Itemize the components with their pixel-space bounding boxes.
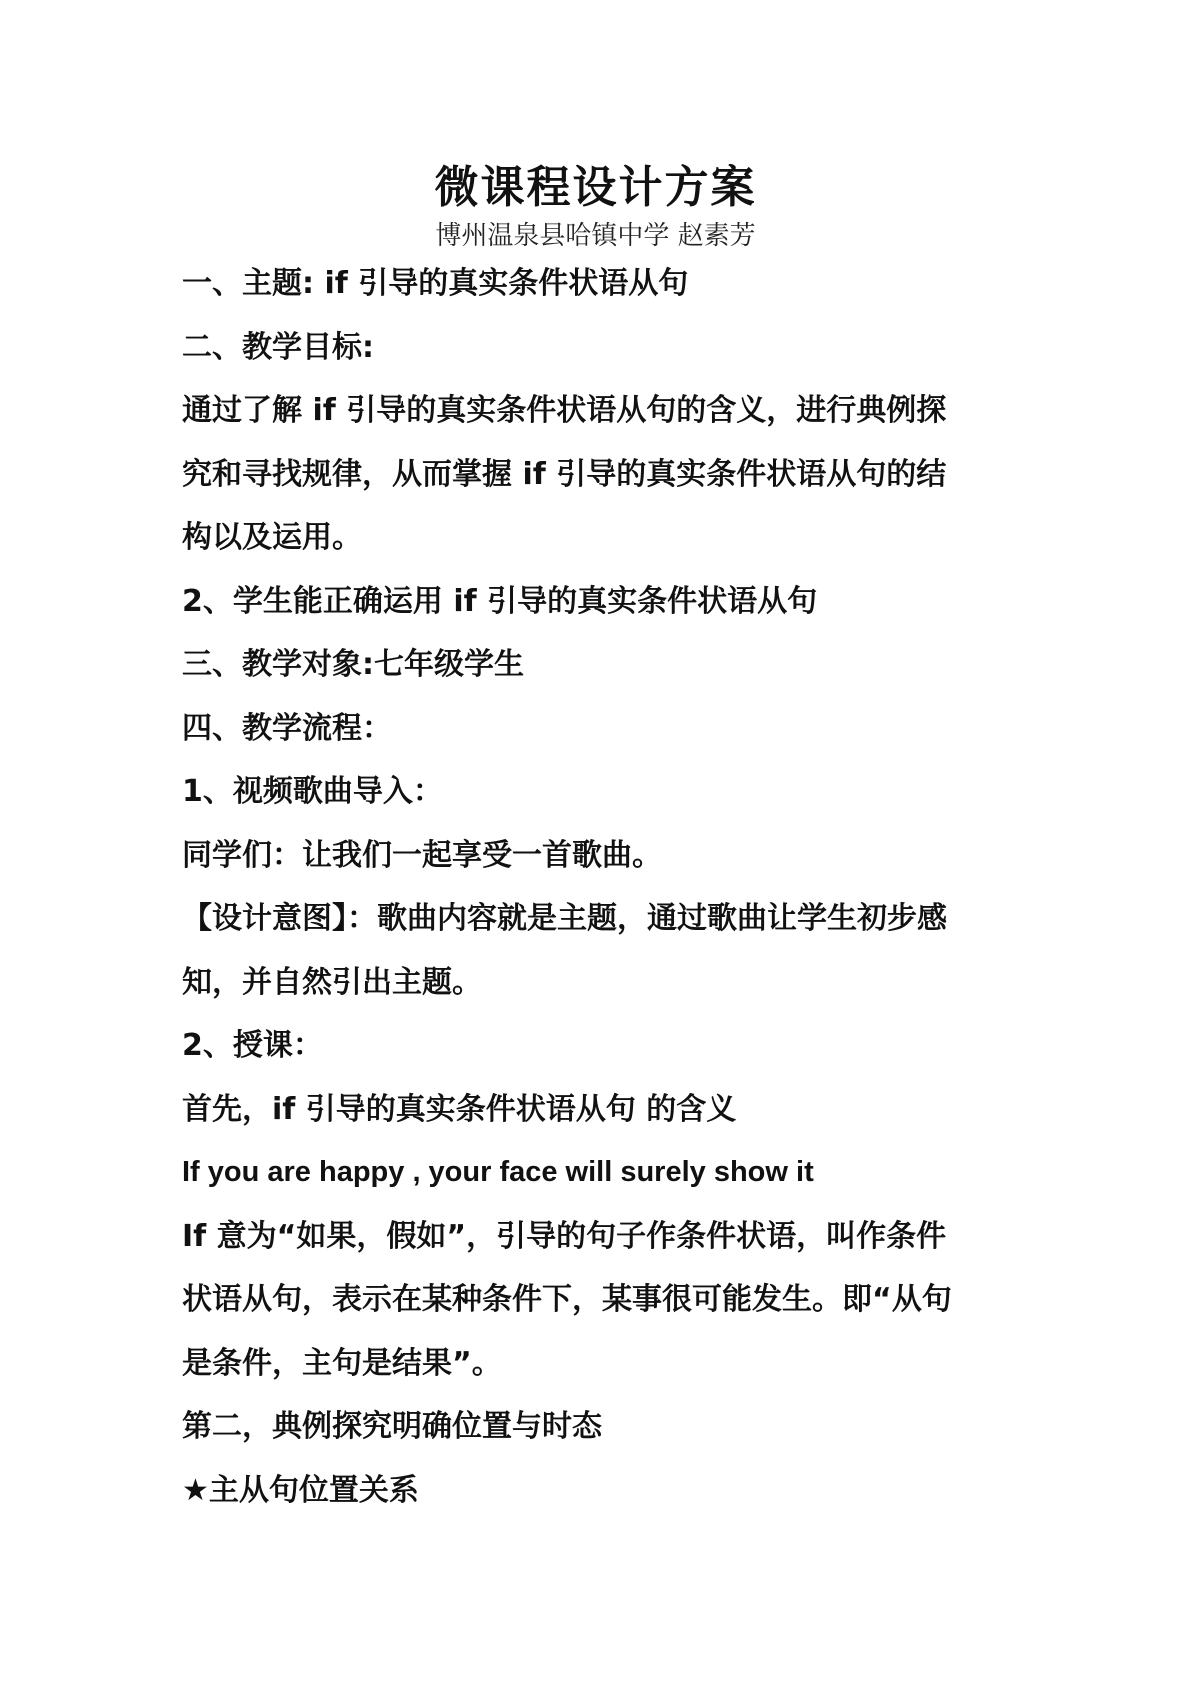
section-heading-process: 四、教学流程：: [182, 710, 392, 746]
subheading-teaching: 2、授课：: [182, 1028, 323, 1063]
paragraph-line: 是条件，主句是结果”。: [182, 1345, 502, 1381]
paragraph-line: 知，并自然引出主题。: [182, 964, 482, 1000]
paragraph-line: 状语从句，表示在某种条件下，某事很可能发生。即“从句: [182, 1282, 952, 1317]
paragraph-line: ★主从句位置关系: [182, 1472, 419, 1508]
document-body: [182, 252, 1022, 1522]
paragraph-line: 2、学生能正确运用 if 引导的真实条件状语从句: [182, 583, 818, 619]
paragraph-line: 同学们：让我们一起享受一首歌曲。: [182, 837, 662, 873]
paragraph-line: 第二，典例探究明确位置与时态: [182, 1409, 602, 1444]
section-heading-topic: 一、主题: if 引导的真实条件状语从句: [182, 266, 689, 301]
example-sentence: If you are happy , your face will surely show it: [182, 1156, 814, 1188]
document-author-line: 博州温泉县哈镇中学 赵素芳: [435, 221, 756, 251]
paragraph-line: 构以及运用。: [182, 520, 362, 555]
subheading-video-intro: 1、视频歌曲导入：: [182, 774, 443, 809]
paragraph-line: If 意为“如果，假如”，引导的句子作条件状语，叫作条件: [182, 1218, 947, 1254]
paragraph-line: 究和寻找规律，从而掌握 if 引导的真实条件状语从句的结: [182, 456, 947, 492]
section-heading-goals: 二、教学目标:: [182, 329, 374, 365]
section-heading-audience: 三、教学对象:七年级学生: [182, 647, 524, 682]
paragraph-line: 首先，if 引导的真实条件状语从句 的含义: [182, 1091, 737, 1127]
paragraph-line: 【设计意图】：歌曲内容就是主题，通过歌曲让学生初步感: [182, 901, 947, 936]
document-title: 微课程设计方案: [434, 162, 757, 213]
paragraph-line: 通过了解 if 引导的真实条件状语从句的含义，进行典例探: [182, 393, 947, 428]
